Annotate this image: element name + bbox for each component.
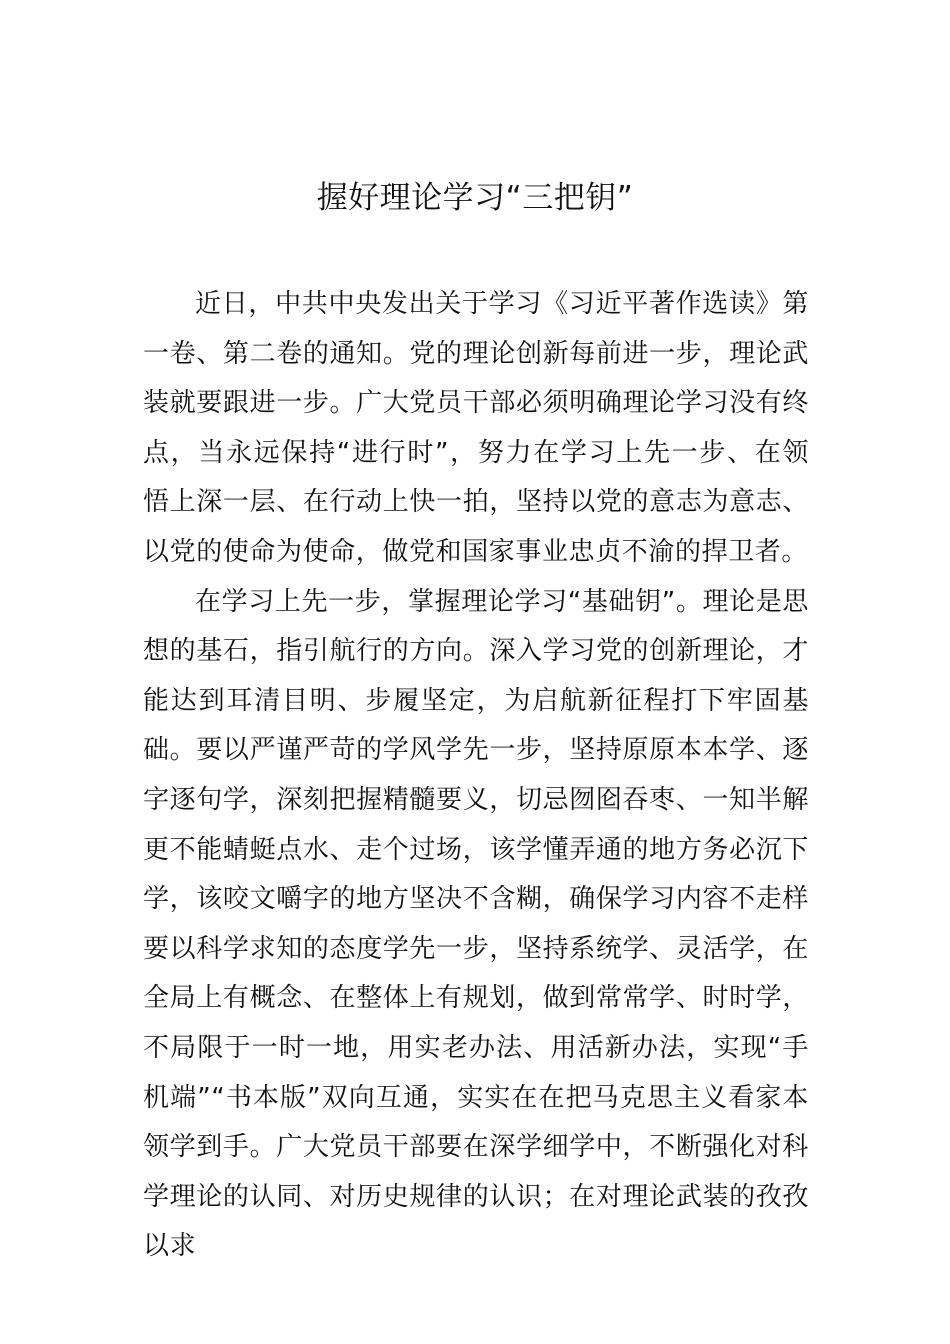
paragraph-2: 在学习上先一步，掌握理论学习“基础钥”。理论是思想的基石，指引航行的方向。深入学习党的创新理论，才能达到耳清目明、步履坚定，为启航新征程打下牢固基础。要以严谨严苛的学风学先一步，坚持原原本本学、逐字逐句学，深刻把握精髓要义，切忌囫囵吞枣、一知半解更不能蜻蜓点水、走个过场，该学懂弄通的地方务必沉下学，该咬文嚼字的地方坚决不含糊，确保学习内容不走样要以科学求知的态度学先一步，坚持系统学、灵活学，在全局上有概念、在整体上有规划，做到常常学、时时学，不局限于一时一地，用实老办法、用活新办法，实现“手机端”“书本版”双向互通，实实在在把马克思主义看家本领学到手。广大党员干部要在深学细学中，不断强化对科学理论的认同、对历史规律的认识；在对理论武装的孜孜以求 <box>143 586 809 1262</box>
document-body <box>143 280 809 1272</box>
paragraph-1: 近日，中共中央发出关于学习《习近平著作选读》第一卷、第二卷的通知。党的理论创新每前进一步，理论武装就要跟进一步。广大党员干部必须明确理论学习没有终点，当永远保持“进行时”，努力在学习上先一步、在领悟上深一层、在行动上快一拍，坚持以党的意志为意志、以党的使命为使命，做党和国家事业忠贞不渝的捍卫者。 <box>143 289 809 567</box>
document-title: 握好理论学习“三把钥” <box>316 180 634 216</box>
